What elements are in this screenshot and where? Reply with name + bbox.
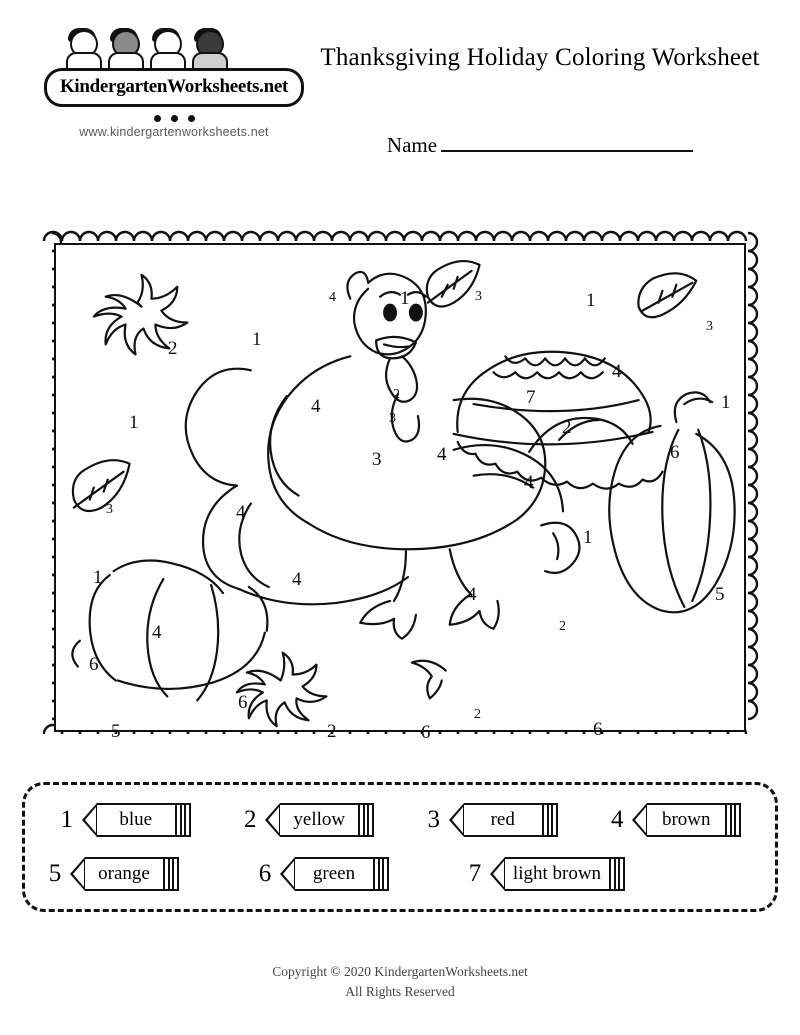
color-number: 1 bbox=[400, 288, 410, 309]
legend-key: 6 bbox=[258, 860, 272, 887]
turkey-scene-lineart bbox=[56, 245, 744, 731]
site-url: www.kindergartenworksheets.net bbox=[79, 125, 269, 139]
pie-icon bbox=[454, 352, 663, 489]
legend-row bbox=[25, 793, 775, 847]
color-number: 1 bbox=[583, 527, 593, 548]
color-number: 4 bbox=[311, 396, 321, 417]
legend-key: 5 bbox=[48, 860, 62, 887]
color-number: 5 bbox=[111, 721, 121, 742]
color-number: 7 bbox=[526, 387, 536, 408]
color-number: 4 bbox=[292, 569, 302, 590]
color-number: 4 bbox=[437, 444, 447, 465]
crayon-icon bbox=[82, 803, 191, 837]
leaf-icon bbox=[427, 261, 480, 306]
color-number: 6 bbox=[670, 442, 680, 463]
kid-figure-icon bbox=[148, 28, 184, 72]
logo-dots-decoration bbox=[44, 109, 304, 121]
legend-color-name: brown bbox=[647, 803, 725, 837]
kid-figure-icon bbox=[64, 28, 100, 72]
legend-key: 7 bbox=[468, 860, 482, 887]
logo-banner bbox=[44, 68, 304, 107]
logo-text: KindergartenWorksheets.net bbox=[59, 76, 289, 97]
coloring-canvas[interactable] bbox=[54, 243, 746, 743]
flower-icon bbox=[237, 653, 326, 727]
legend-color-name: yellow bbox=[280, 803, 358, 837]
color-number: 2 bbox=[559, 619, 566, 634]
color-number: 6 bbox=[89, 654, 99, 675]
crayon-icon bbox=[265, 803, 374, 837]
color-number: 3 bbox=[372, 449, 382, 470]
color-number: 3 bbox=[706, 319, 713, 334]
leaf-icon bbox=[73, 460, 130, 511]
color-number: 4 bbox=[236, 502, 246, 523]
color-number: 5 bbox=[715, 584, 725, 605]
color-key-legend bbox=[22, 782, 778, 912]
legend-row bbox=[25, 847, 775, 901]
turkey-body bbox=[186, 272, 633, 639]
legend-key: 3 bbox=[427, 806, 440, 833]
color-number: 2 bbox=[474, 707, 481, 722]
legend-item[interactable] bbox=[59, 803, 191, 837]
legend-item[interactable] bbox=[609, 803, 741, 837]
color-number: 1 bbox=[129, 412, 139, 433]
crayon-icon bbox=[70, 857, 179, 891]
color-number: 1 bbox=[586, 290, 596, 311]
sprout-icon bbox=[412, 661, 446, 699]
color-number: 3 bbox=[389, 411, 396, 426]
legend-color-name: red bbox=[464, 803, 542, 837]
legend-color-name: light brown bbox=[505, 857, 609, 891]
color-number: 3 bbox=[475, 289, 482, 304]
crayon-icon bbox=[632, 803, 741, 837]
crayon-icon bbox=[449, 803, 558, 837]
crayon-icon bbox=[490, 857, 625, 891]
kid-figure-icon bbox=[106, 28, 142, 72]
color-number: 2 bbox=[562, 417, 572, 438]
legend-color-name: orange bbox=[85, 857, 163, 891]
color-number: 2 bbox=[168, 338, 178, 359]
color-number: 1 bbox=[721, 392, 731, 413]
color-number: 1 bbox=[93, 567, 103, 588]
color-number: 4 bbox=[612, 361, 622, 382]
color-number: 4 bbox=[329, 290, 336, 305]
legend-key: 2 bbox=[244, 806, 257, 833]
color-number: 4 bbox=[467, 584, 477, 605]
color-number: 4 bbox=[524, 472, 534, 493]
rights-text: All Rights Reserved bbox=[345, 984, 455, 1000]
color-number: 6 bbox=[238, 692, 248, 713]
legend-color-name: blue bbox=[97, 803, 175, 837]
legend-key: 1 bbox=[60, 806, 73, 833]
legend-item[interactable] bbox=[257, 857, 389, 891]
color-number: 2 bbox=[393, 387, 400, 402]
site-logo[interactable] bbox=[44, 28, 304, 139]
legend-color-name: green bbox=[295, 857, 373, 891]
legend-item[interactable] bbox=[426, 803, 558, 837]
leaf-icon bbox=[638, 273, 696, 317]
copyright-text: Copyright © 2020 KindergartenWorksheets.net bbox=[272, 964, 528, 979]
kid-figure-icon bbox=[190, 28, 226, 72]
pumpkin-icon bbox=[609, 392, 734, 612]
page-footer bbox=[0, 962, 800, 1003]
legend-item[interactable] bbox=[47, 857, 179, 891]
legend-item[interactable] bbox=[242, 803, 374, 837]
color-number: 1 bbox=[252, 329, 262, 350]
page-header bbox=[0, 0, 800, 170]
color-number: 6 bbox=[593, 719, 603, 740]
page-title: Thanksgiving Holiday Coloring Worksheet bbox=[320, 44, 760, 71]
crayon-icon bbox=[280, 857, 389, 891]
name-field bbox=[300, 133, 780, 158]
coloring-panel bbox=[36, 225, 764, 750]
color-number: 6 bbox=[421, 722, 431, 743]
legend-item[interactable] bbox=[467, 857, 625, 891]
color-number: 2 bbox=[327, 721, 337, 742]
name-input-line[interactable] bbox=[441, 134, 693, 152]
color-number: 3 bbox=[106, 502, 113, 517]
legend-key: 4 bbox=[611, 806, 624, 833]
color-number: 4 bbox=[152, 622, 162, 643]
name-label: Name bbox=[386, 133, 438, 157]
